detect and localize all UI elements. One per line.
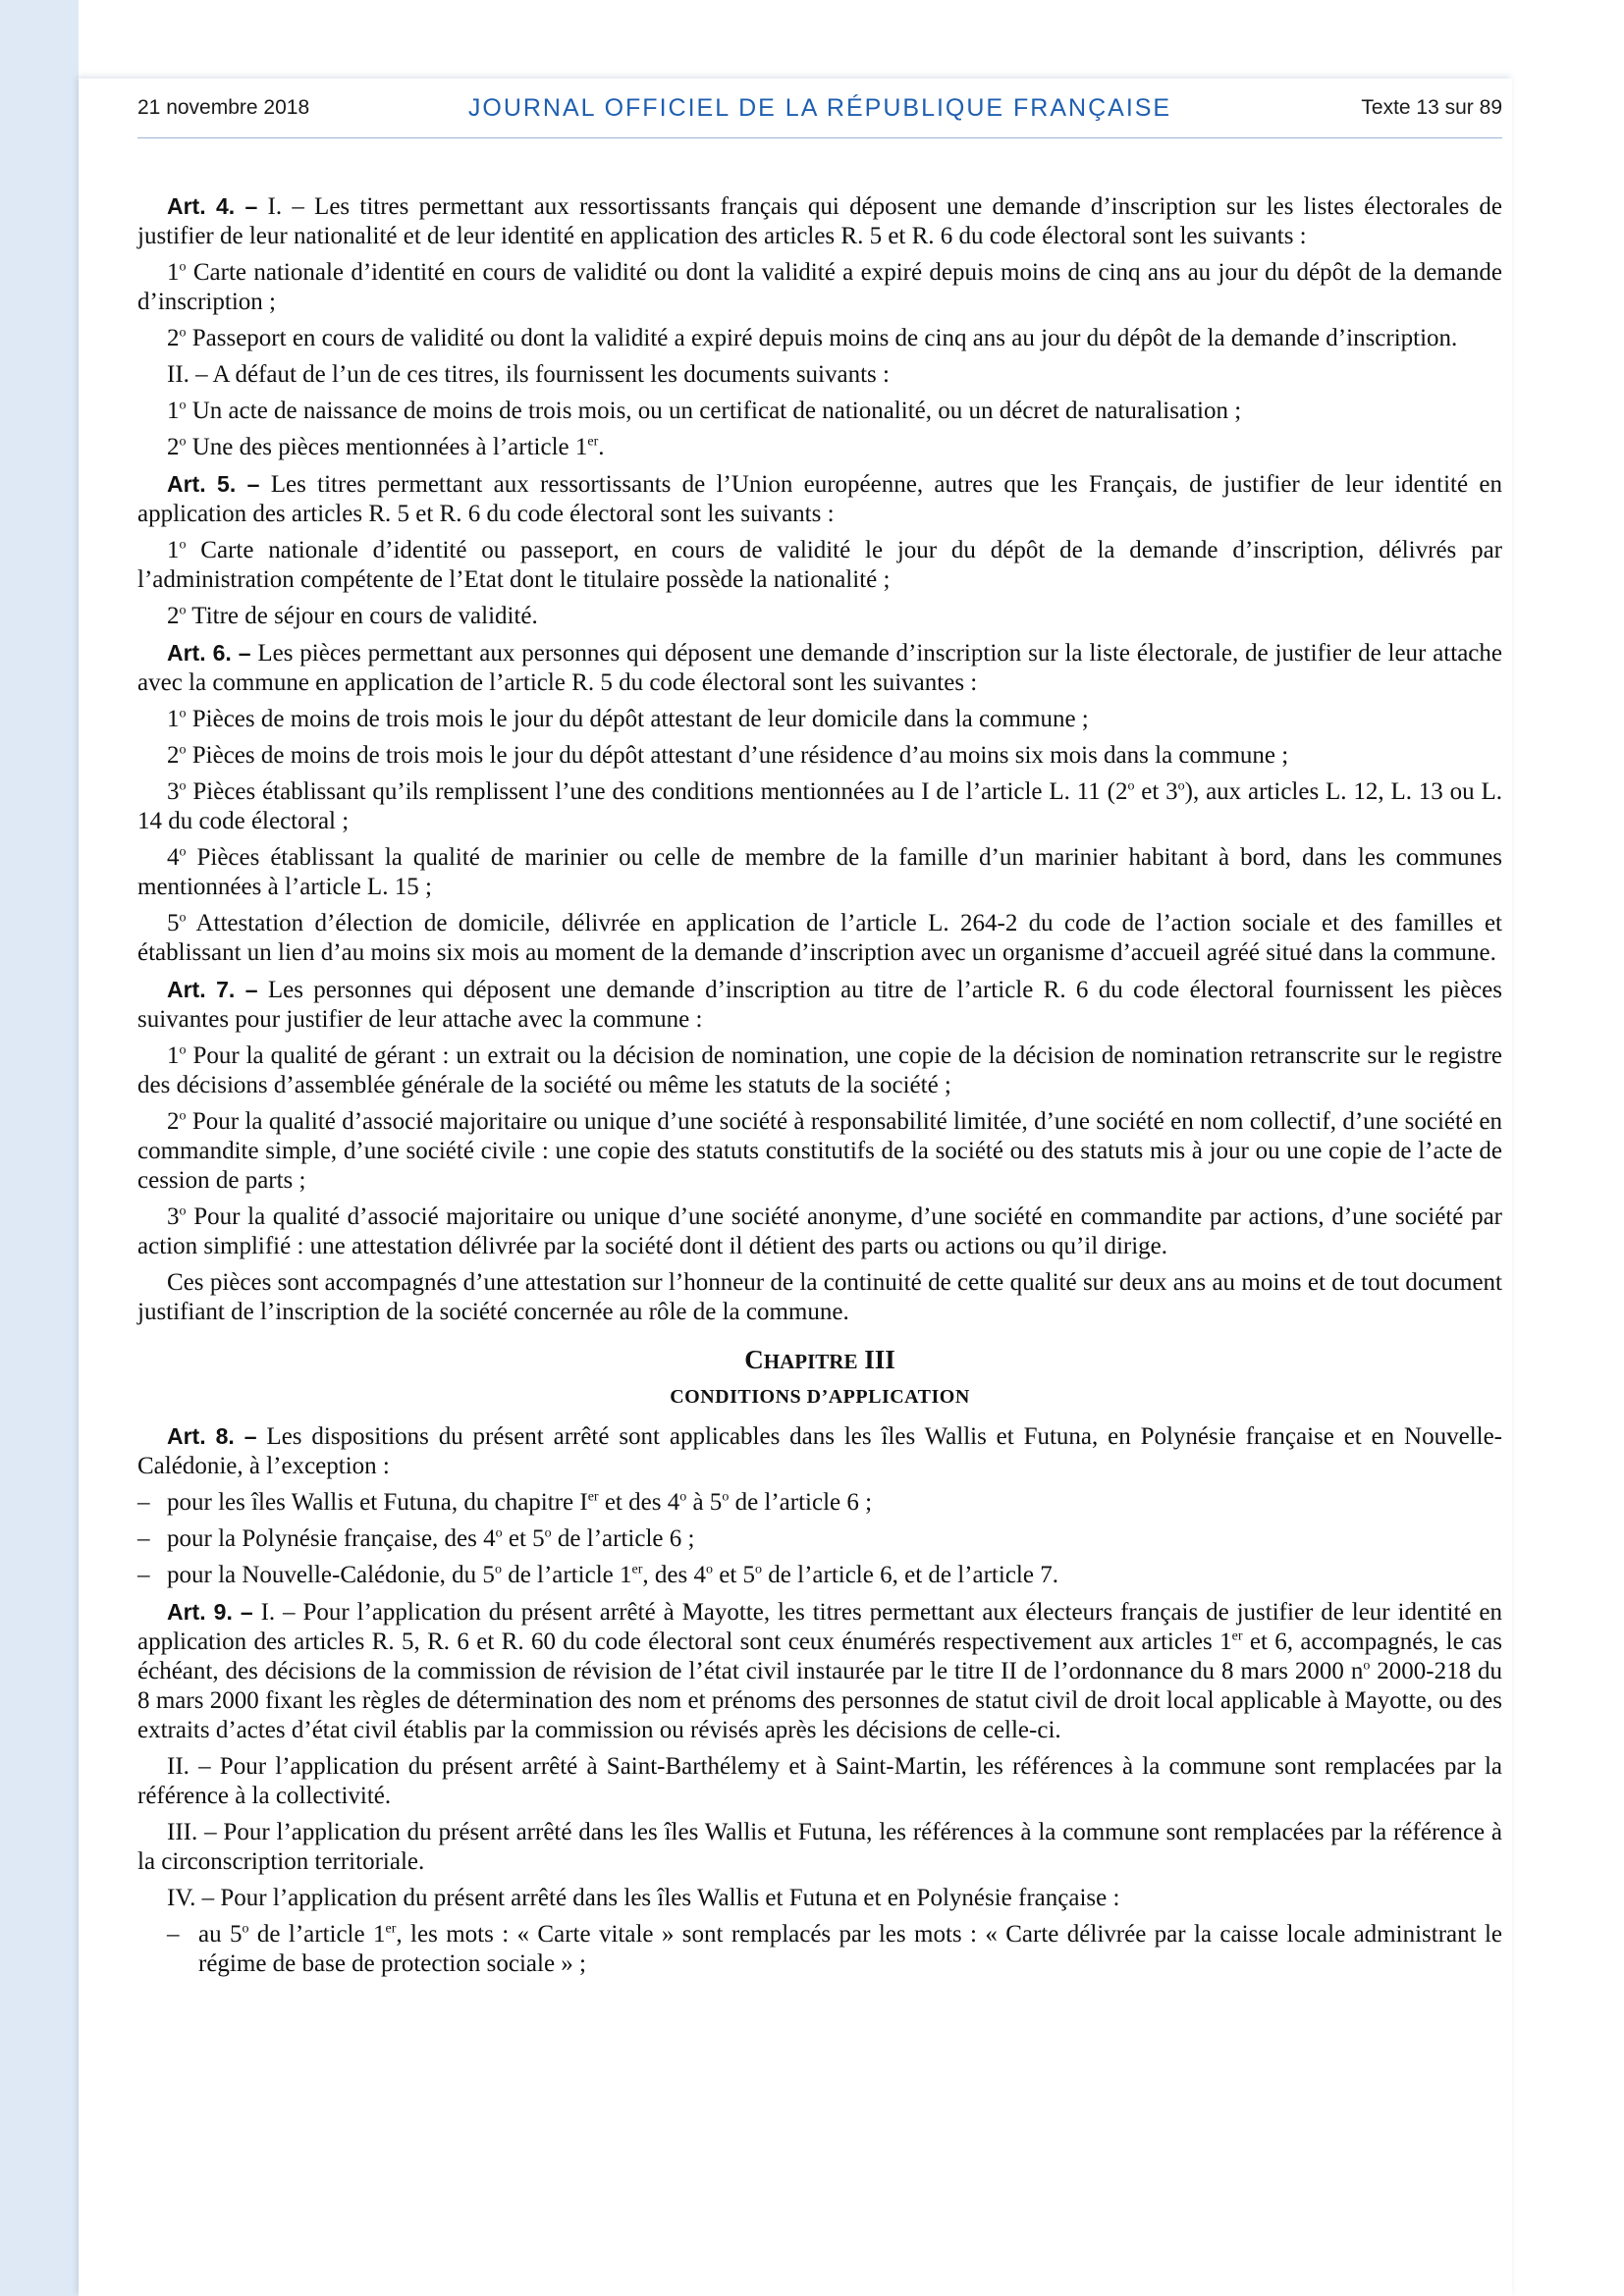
art8-label: Art. 8. – bbox=[167, 1423, 257, 1449]
art9-section-iv: IV. – Pour l’application du présent arrêté dans les îles Wallis et Futuna et en Polynésie française : bbox=[167, 1885, 1120, 1911]
art6-item-3: 3$^o$ Pièces établissant qu’ils remplissent l’une des conditions mentionnées au I de l’article L. 11 (2$^o$ et 3$^o$), aux articles L. 12, L. 13 ou L. 14 du code électoral ; bbox=[137, 778, 1502, 834]
art7-label: Art. 7. – bbox=[167, 977, 258, 1002]
art9-dash-item-1: – au 5$^o$ de l’article 1er, les mots : « Carte vitale » sont remplacés par les mots : « Carte délivrée par la caisse locale administrant le régime de base de protection sociale » ; bbox=[167, 1921, 1502, 1977]
page-header bbox=[137, 96, 1502, 130]
header-text-number: Texte 13 sur 89 bbox=[1361, 96, 1502, 119]
chapter-title: CHAPITRE III bbox=[744, 1345, 895, 1374]
art4-ii-item-1: 1$^o$ Un acte de naissance de moins de trois mois, ou un certificat de nationalité, ou un décret de naturalisation ; bbox=[167, 398, 1242, 424]
art4-section-ii: II. – A défaut de l’un de ces titres, ils fournissent les documents suivants : bbox=[167, 361, 890, 388]
art7-item-1: 1$^o$ Pour la qualité de gérant : un extrait ou la décision de nomination, une copie de la décision de nomination retranscrite sur le registre des décisions d’assemblée générale de la société ou même les statuts de la société ; bbox=[137, 1042, 1502, 1098]
art7-paragraph: Art. 7. – Les personnes qui déposent une demande d’inscription au titre de l’article R. 6 du code électoral fournissent les pièces suivantes pour justifier de leur attache avec la commune : bbox=[137, 977, 1502, 1033]
art5-paragraph: Art. 5. – Les titres permettant aux ressortissants de l’Union européenne, autres que les Français, de justifier de leur identité en application des articles R. 5 et R. 6 du code électoral sont les suivants : bbox=[137, 471, 1502, 527]
header-journal-title: JOURNAL OFFICIEL DE LA RÉPUBLIQUE FRANÇAISE bbox=[467, 94, 1172, 122]
art6-item-2: 2$^o$ Pièces de moins de trois mois le jour du dépôt attestant d’une résidence d’au moins six mois dans la commune ; bbox=[167, 742, 1289, 769]
art7-item-2: 2$^o$ Pour la qualité d’associé majoritaire ou unique d’une société à responsabilité limitée, d’une société en nom collectif, d’une société en commandite simple, d’une société civile : une copie des statuts constitutifs de la société ou des statuts mis à jour ou une copie de l’acte de cession de parts ; bbox=[137, 1108, 1502, 1194]
art6-label: Art. 6. – bbox=[167, 640, 251, 666]
art5-item-2: 2$^o$ Titre de séjour en cours de validité. bbox=[167, 603, 538, 629]
art4-item-1: 1$^o$ Carte nationale d’identité en cours de validité ou dont la validité a expiré depuis moins de cinq ans au jour du dépôt de la demande d’inscription ; bbox=[137, 259, 1502, 315]
art7-closing: Ces pièces sont accompagnés d’une attestation sur l’honneur de la continuité de cette qualité sur deux ans au moins et de tout document justifiant de l’inscription de la société concernée au rôle de la commune. bbox=[137, 1269, 1502, 1325]
art4-item-2: 2$^o$ Passeport en cours de validité ou dont la validité a expiré depuis moins de cinq ans au jour du dépôt de la demande d’inscription. bbox=[167, 325, 1458, 351]
art9-section-ii: II. – Pour l’application du présent arrêté à Saint-Barthélemy et à Saint-Martin, les références à la commune sont remplacées par la référence à la collectivité. bbox=[137, 1753, 1502, 1809]
art4-ii-item-2: 2$^o$ Une des pièces mentionnées à l’article 1er. bbox=[167, 434, 605, 460]
art5-item-1: 1$^o$ Carte nationale d’identité ou passeport, en cours de validité le jour du dépôt de la demande d’inscription, délivrés par l’administration compétente de l’Etat dont le titulaire possède la nationalité ; bbox=[137, 537, 1502, 593]
art6-item-5: 5$^o$ Attestation d’élection de domicile, délivrée en application de l’article L. 264-2 du code de l’action sociale et des familles et établissant un lien d’au moins six mois au moment de la demande d’inscription avec un organisme d’accueil agréé situé dans la commune. bbox=[137, 910, 1502, 966]
art8-dash-item-3: – pour la Nouvelle-Calédonie, du 5$^o$ de l’article 1er, des 4$^o$ et 5$^o$ de l’article 6, et de l’article 7. bbox=[137, 1562, 1058, 1588]
art6-item-4: 4$^o$ Pièces établissant la qualité de marinier ou celle de membre de la famille d’un marinier habitant à bord, dans les communes mentionnées à l’article L. 15 ; bbox=[137, 844, 1502, 900]
chapter-subtitle: CONDITIONS D’APPLICATION bbox=[670, 1386, 970, 1408]
art8-paragraph: Art. 8. – Les dispositions du présent arrêté sont applicables dans les îles Wallis et Futuna, en Polynésie française et en Nouvelle-Calédonie, à l’exception : bbox=[137, 1423, 1503, 1479]
art4-label: Art. 4. – bbox=[167, 193, 258, 219]
header-date: 21 novembre 2018 bbox=[137, 96, 310, 119]
art9-label: Art. 9. – bbox=[167, 1599, 253, 1625]
art4-paragraph: Art. 4. – I. – Les titres permettant aux ressortissants français qui déposent une demande d’inscription sur les listes électorales de justifier de leur nationalité et de leur identité en application des articles R. 5 et R. 6 du code électoral sont les suivants : bbox=[137, 193, 1502, 249]
art8-dash-item-1: – pour les îles Wallis et Futuna, du chapitre Ier et des 4$^o$ à 5$^o$ de l’article 6 ; bbox=[137, 1489, 873, 1516]
document-body bbox=[137, 191, 1502, 1986]
art9-section-iii: III. – Pour l’application du présent arrêté dans les îles Wallis et Futuna, les références à la commune sont remplacées par la référence à la circonscription territoriale. bbox=[137, 1819, 1502, 1875]
art9-paragraph: Art. 9. – I. – Pour l’application du présent arrêté à Mayotte, les titres permettant aux électeurs français de justifier de leur identité en application des articles R. 5, R. 6 et R. 60 du code électoral sont ceux énumérés respectivement aux articles 1er et 6, accompagnés, le cas échéant, des décisions de la commission de révision de l’état civil instaurée par le titre II de l’ordonnance du 8 mars 2000 $n^o$ 2000-218 du 8 mars 2000 fixant les règles de détermination des nom et prénoms des personnes de statut civil de droit local applicable à Mayotte, ou des extraits d’actes d’état civil établis par la commission ou révisés après les décisions de celle-ci. bbox=[137, 1599, 1502, 1743]
art8-dash-item-2: – pour la Polynésie française, des 4$^o$ et 5$^o$ de l’article 6 ; bbox=[137, 1525, 695, 1552]
art6-item-1: 1$^o$ Pièces de moins de trois mois le jour du dépôt attestant de leur domicile dans la commune ; bbox=[167, 706, 1089, 732]
art5-label: Art. 5. – bbox=[167, 471, 260, 497]
art6-paragraph: Art. 6. – Les pièces permettant aux personnes qui déposent une demande d’inscription sur la liste électorale, de justifier de leur attache avec la commune en application de l’article R. 5 du code électoral sont les suivantes : bbox=[137, 640, 1502, 696]
left-margin-band bbox=[0, 0, 79, 2296]
art7-item-3: 3$^o$ Pour la qualité d’associé majoritaire ou unique d’une société anonyme, d’une société en commandite par actions, d’une société par action simplifié : une attestation délivrée par la société dont il détient des parts ou actions ou qu’il dirige. bbox=[137, 1203, 1502, 1259]
header-divider bbox=[137, 137, 1502, 138]
